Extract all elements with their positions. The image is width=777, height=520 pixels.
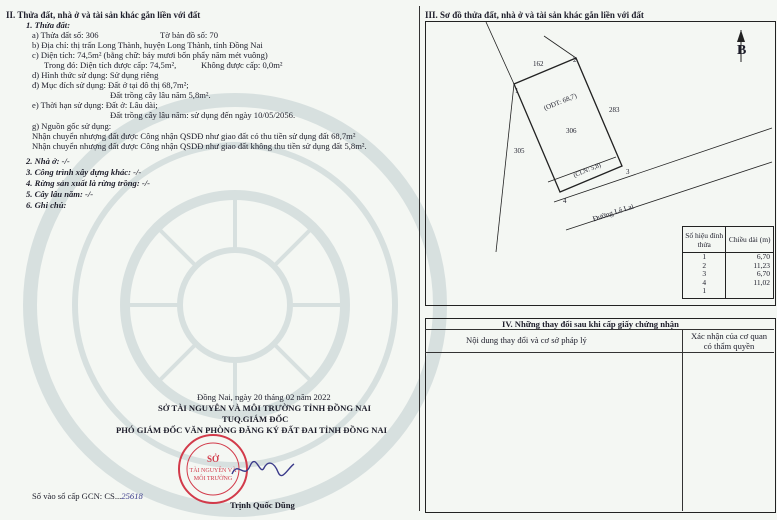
- table-cell: 6,70: [756, 252, 770, 261]
- vertex-2-label: 2: [573, 56, 577, 64]
- vertex-1-label: 1: [515, 87, 519, 95]
- vertex-4-label: 4: [563, 197, 567, 205]
- parcel-306-label: 306: [566, 127, 577, 135]
- perennial-tree-item: 5. Cây lâu năm: -/-: [26, 189, 94, 199]
- certificate-book-number: Số vào sổ cấp GCN: CS...25618: [32, 491, 143, 501]
- issuing-authority: SỞ TÀI NGUYÊN VÀ MÔI TRƯỜNG TỈNH ĐỒNG NAI: [158, 403, 371, 413]
- table-cell: 6,70: [756, 269, 770, 278]
- point-column-header: Số hiệu đỉnh thửa: [683, 227, 726, 253]
- house-item: 2. Nhà ở: -/-: [26, 156, 70, 166]
- note-item: 6. Ghi chú:: [26, 200, 67, 210]
- table-cell: 11,23: [753, 260, 770, 270]
- usage-purpose: đ) Mục đích sử dụng: Đất ở tại đô thị 68,7m²;: [32, 80, 189, 90]
- usage-origin: g) Nguồn gốc sử dụng:: [32, 121, 112, 131]
- parcel-area: c) Diện tích: 74,5m² (bằng chữ: bảy mươi bốn phẩy năm mét vuông): [32, 50, 268, 60]
- parcel-address: b) Địa chỉ: thị trấn Long Thành, huyện Long Thành, tỉnh Đồng Nai: [32, 40, 263, 50]
- table-cell: 11,02: [753, 277, 770, 287]
- table-row: 4: [702, 277, 707, 287]
- north-label: B: [737, 43, 747, 58]
- usage-origin-1: Nhận chuyển nhượng đất được Công nhận QSDĐ như giao đất có thu tiền sử dụng đất 68,7m²: [32, 131, 356, 141]
- usage-purpose-2: Đất trồng cây lâu năm 5,8m².: [110, 90, 211, 100]
- cln-label: (CLN: 5,8): [572, 161, 602, 180]
- usage-form: d) Hình thức sử dụng: Sử dụng riêng: [32, 70, 159, 80]
- changes-confirmation-header: Xác nhận của cơ quan có thẩm quyền: [690, 331, 768, 351]
- changes-header-line: [425, 329, 774, 330]
- deputy-director-title: PHÓ GIÁM ĐỐC VĂN PHÒNG ĐĂNG KÝ ĐẤT ĐAI TỈNH ĐỒNG NAI: [116, 425, 387, 435]
- parcel-305-label: 305: [514, 147, 525, 155]
- table-row: 1: [702, 252, 707, 261]
- granted-area: Trong đó: Diện tích được cấp: 74,5m²,: [44, 60, 177, 70]
- section-ii-title: II. Thửa đất, nhà ở và tài sản khác gắn liền với đất: [6, 10, 201, 20]
- parcel-number: a) Thửa đất số: 306: [32, 30, 99, 40]
- edge-length-table: [682, 226, 774, 299]
- svg-text:SỞ: SỞ: [206, 454, 220, 464]
- section-iii-title: III. Sơ đồ thửa đất, nhà ở và tài sản khác gắn liền với đất: [425, 10, 644, 20]
- map-sheet-number: Tờ bản đồ số: 70: [160, 30, 219, 40]
- on-behalf-director: TUQ.GIÁM ĐỐC: [222, 414, 289, 424]
- table-row: 2: [702, 260, 707, 270]
- odt-label: (ODT: 68,7): [542, 91, 578, 113]
- construction-item: 3. Công trình xây dựng khác: -/-: [26, 167, 142, 177]
- issue-date: Đồng Nai, ngày 20 tháng 02 năm 2022: [197, 392, 331, 402]
- svg-text:TÀI NGUYÊN VÀ: TÀI NGUYÊN VÀ: [189, 468, 237, 474]
- vertex-3-label: 3: [626, 168, 630, 176]
- signer-name: Trịnh Quốc Dũng: [230, 500, 295, 510]
- table-row: 3: [702, 269, 707, 278]
- page-divider: [419, 6, 420, 511]
- parcel-162-label: 162: [533, 60, 544, 68]
- changes-column-divider: [682, 329, 683, 511]
- road-label: Đường Lê Lai: [591, 201, 635, 224]
- signature-icon: [228, 456, 298, 484]
- usage-origin-2: Nhận chuyển nhượng đất được Công nhận QSDĐ như giao đất không thu tiền sử dụng đất 5,8m².: [32, 141, 367, 151]
- length-column-header: Chiều dài (m): [726, 227, 774, 253]
- svg-text:MÔI TRƯỜNG: MÔI TRƯỜNG: [193, 476, 233, 482]
- usage-term: e) Thời hạn sử dụng: Đất ở: Lâu dài;: [32, 100, 158, 110]
- forest-item: 4. Rừng sản xuất là rừng trồng: -/-: [26, 178, 150, 188]
- non-granted-area: Không được cấp: 0,0m²: [201, 60, 283, 70]
- changes-title: IV. Những thay đổi sau khi cấp giấy chứng nhận: [502, 319, 679, 329]
- table-row: 1: [702, 286, 707, 295]
- land-parcel-heading: 1. Thửa đất:: [26, 20, 71, 30]
- usage-term-2: Đất trồng cây lâu năm: sử dụng đến ngày 10/05/2056.: [110, 110, 296, 120]
- changes-column-line: [425, 352, 774, 353]
- changes-content-header: Nội dung thay đổi và cơ sở pháp lý: [466, 335, 587, 345]
- parcel-283-label: 283: [609, 106, 620, 114]
